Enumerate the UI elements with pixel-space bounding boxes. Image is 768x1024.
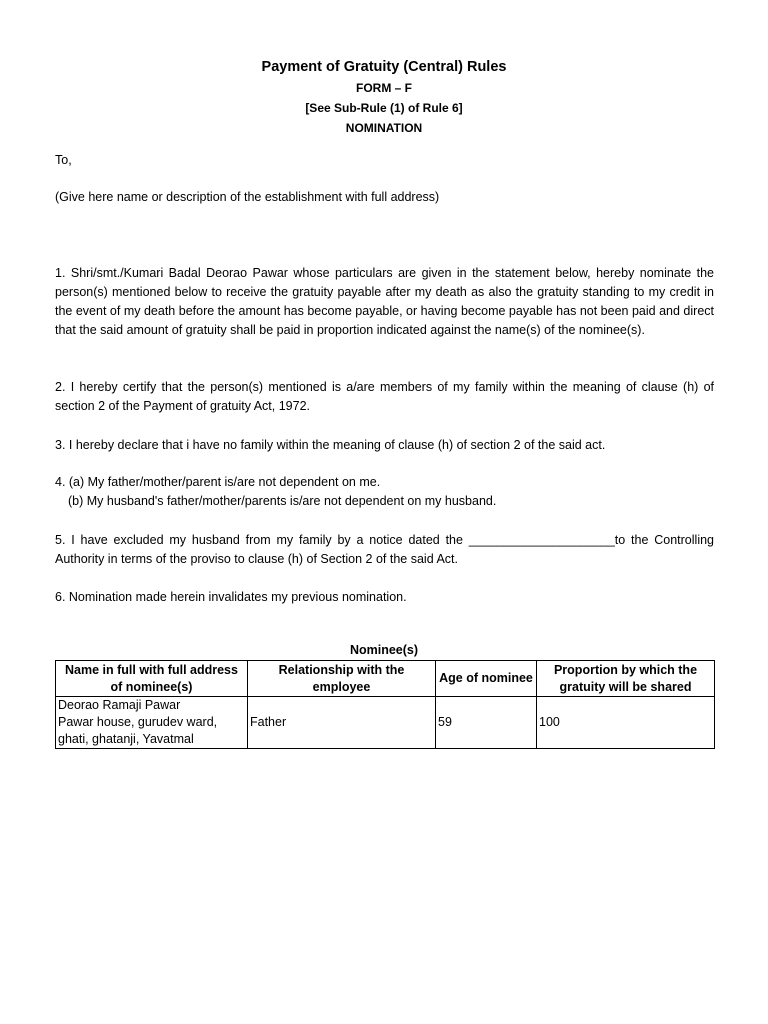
nominees-caption: Nominee(s) — [349, 643, 419, 657]
nominee-address-line-2: ghati, ghatanji, Yavatmal — [58, 732, 194, 746]
header-proportion: Proportion by which the gratuity will be shared — [537, 661, 715, 697]
nominee-name: Deorao Ramaji Pawar — [58, 698, 181, 712]
paragraph-1: 1. Shri/smt./Kumari Badal Deorao Pawar whose particulars are given in the statement below, hereby nominate the person(s) mentioned below to receive the gratuity payable after my death as also the gratuity standing to my credit in the event of my death before the amount has become payable, or having become payable has not been paid and direct that the said amount of gratuity shall be paid in proportion indicated against the name(s) of the nominee(s). — [55, 266, 714, 337]
paragraph-3: 3. I hereby declare that i have no family within the meaning of clause (h) of section 2 of the said act. — [55, 438, 606, 452]
paragraph-6: 6. Nomination made herein invalidates my previous nomination. — [55, 590, 407, 604]
nominee-proportion: 100 — [537, 697, 715, 749]
paragraph-2: 2. I hereby certify that the person(s) mentioned is a/are members of my family within the meaning of clause (h) of section 2 of the Payment of gratuity Act, 1972. — [55, 380, 714, 413]
header-name-address: Name in full with full address of nominee(s) — [56, 661, 248, 697]
nominee-age: 59 — [436, 697, 537, 749]
paragraph-4b: (b) My husband's father/mother/parents is/are not dependent on my husband. — [68, 494, 497, 508]
nomination-heading: NOMINATION — [345, 121, 423, 135]
nominee-address-line-1: Pawar house, gurudev ward, — [58, 715, 218, 729]
header-relationship: Relationship with the employee — [248, 661, 436, 697]
nominee-name-address — [56, 697, 248, 749]
paragraph-4a: 4. (a) My father/mother/parent is/are not dependent on me. — [55, 475, 381, 489]
establishment-hint: (Give here name or description of the establishment with full address) — [55, 190, 440, 204]
table-header-row — [56, 661, 715, 697]
table-row — [56, 697, 715, 749]
form-title: Payment of Gratuity (Central) Rules — [261, 59, 507, 75]
paragraph-5: 5. I have excluded my husband from my family by a notice dated the _____________________to the Controlling Authority in terms of the proviso to clause (h) of Section 2 of the said Act. — [55, 533, 714, 566]
form-number: FORM – F — [356, 81, 412, 95]
sub-rule-reference: [See Sub-Rule (1) of Rule 6] — [305, 101, 463, 115]
header-age: Age of nominee — [436, 661, 537, 697]
to-line: To, — [55, 153, 72, 167]
nominees-table — [55, 660, 715, 749]
form-header — [0, 56, 768, 138]
nominee-relationship: Father — [248, 697, 436, 749]
